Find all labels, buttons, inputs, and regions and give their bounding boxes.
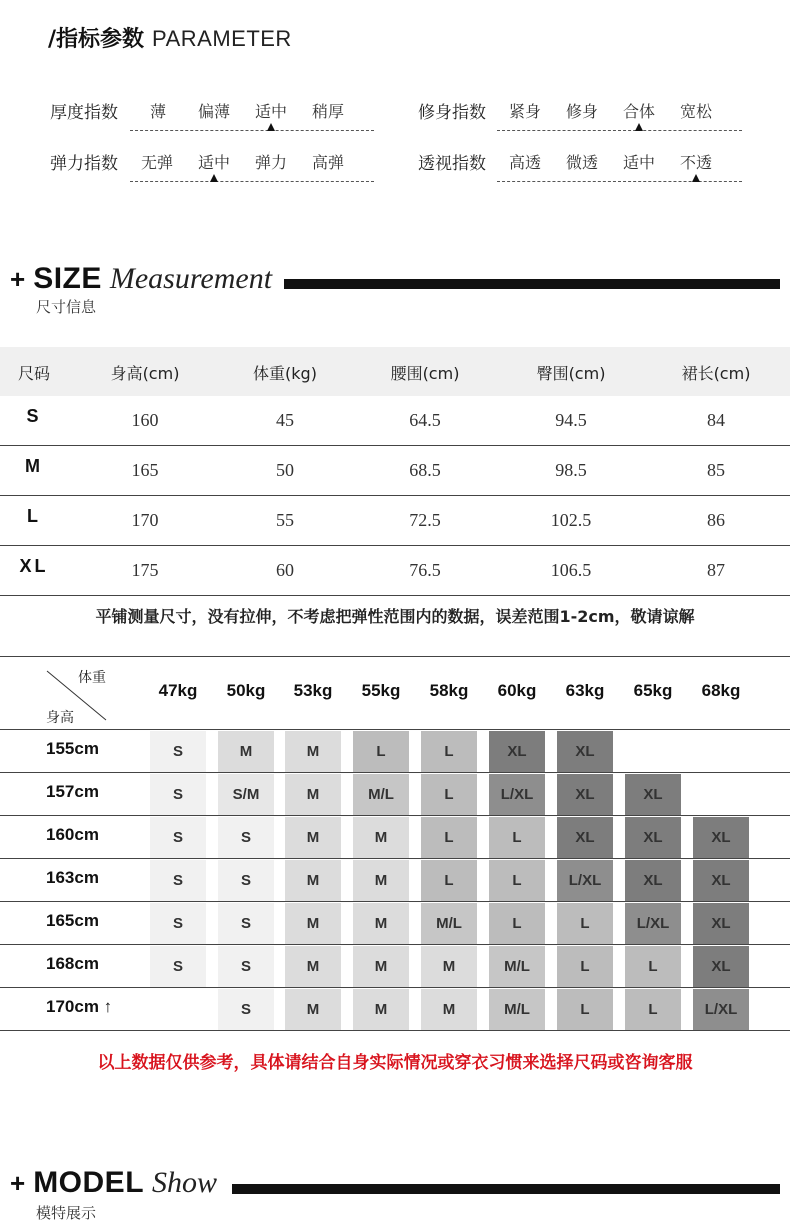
size-cell: M/L bbox=[353, 774, 409, 815]
size-cell: M/L bbox=[421, 903, 477, 944]
measurement-value: 175 bbox=[131, 560, 159, 580]
height-axis-label: 身高 bbox=[46, 710, 74, 726]
measurement-row bbox=[0, 446, 790, 496]
height-label: 170cm ↑ bbox=[46, 997, 113, 1016]
size-label: S bbox=[26, 406, 42, 426]
model-subtitle: 模特展示 bbox=[36, 1204, 97, 1222]
height-label: 157cm bbox=[46, 782, 99, 801]
recommendation-row bbox=[0, 816, 790, 859]
parameter-option: 合体 bbox=[622, 102, 656, 121]
size-cell: XL bbox=[693, 817, 749, 858]
recommendation-row bbox=[0, 902, 790, 945]
size-cell: XL bbox=[557, 731, 613, 772]
size-cell: S bbox=[150, 817, 206, 858]
parameter-scale-line bbox=[130, 130, 374, 131]
measurement-value: 87 bbox=[707, 560, 725, 580]
parameter-option: 高透 bbox=[508, 153, 542, 172]
selected-marker-icon bbox=[210, 174, 218, 182]
size-cell: L bbox=[421, 817, 477, 858]
size-cell: M/L bbox=[489, 946, 545, 987]
size-cell: M bbox=[353, 817, 409, 858]
size-cell: S bbox=[218, 946, 274, 987]
size-title: SIZE bbox=[33, 262, 102, 295]
parameter-option: 不透 bbox=[679, 153, 713, 172]
measurement-row bbox=[0, 396, 790, 446]
size-cell: M bbox=[421, 946, 477, 987]
size-cell: S/M bbox=[218, 774, 274, 815]
size-cell: XL bbox=[693, 860, 749, 901]
size-cell: XL bbox=[489, 731, 545, 772]
recommendation-row bbox=[0, 859, 790, 902]
selected-marker-icon bbox=[635, 123, 643, 131]
size-cell: M bbox=[285, 817, 341, 858]
measurement-value: 106.5 bbox=[550, 560, 592, 580]
parameter-option: 弹力 bbox=[254, 153, 288, 172]
measurement-value: 85 bbox=[707, 460, 725, 480]
parameter-option: 高弹 bbox=[311, 153, 345, 172]
measurement-header-cell: 裙长(cm) bbox=[681, 364, 751, 383]
weight-header-cell: 47kg bbox=[158, 681, 198, 700]
measurement-value: 68.5 bbox=[409, 460, 441, 480]
weight-header-cell: 60kg bbox=[497, 681, 537, 700]
size-cell: S bbox=[218, 989, 274, 1030]
size-cell: L bbox=[353, 731, 409, 772]
model-title: MODEL bbox=[33, 1166, 145, 1199]
diagonal-divider bbox=[0, 657, 150, 730]
measurement-note: 平铺测量尺寸，没有拉伸，不考虑把弹性范围内的数据，误差范围1-2cm，敬请谅解 bbox=[95, 607, 695, 626]
measurement-value: 55 bbox=[276, 510, 294, 530]
size-cell: L/XL bbox=[693, 989, 749, 1030]
height-label: 155cm bbox=[46, 739, 99, 758]
measurement-row bbox=[0, 496, 790, 546]
measurement-value: 98.5 bbox=[555, 460, 587, 480]
measurement-value: 45 bbox=[276, 410, 294, 430]
size-cell: S bbox=[150, 903, 206, 944]
measurement-value: 64.5 bbox=[409, 410, 441, 430]
size-cell: L/XL bbox=[557, 860, 613, 901]
size-cell: M/L bbox=[489, 989, 545, 1030]
size-label: L bbox=[27, 506, 41, 526]
size-cell: XL bbox=[625, 774, 681, 815]
size-label: M bbox=[25, 456, 43, 476]
parameter-row bbox=[418, 98, 742, 122]
parameter-row bbox=[50, 98, 374, 122]
measurement-header-cell: 体重(kg) bbox=[253, 364, 317, 383]
weight-header-cell: 65kg bbox=[633, 681, 673, 700]
height-label: 165cm bbox=[46, 911, 99, 930]
size-cell: XL bbox=[557, 817, 613, 858]
measurement-value: 86 bbox=[707, 510, 725, 530]
recommendation-row bbox=[0, 730, 790, 773]
size-cell: L bbox=[557, 989, 613, 1030]
weight-header-cell: 68kg bbox=[701, 681, 741, 700]
parameter-option: 宽松 bbox=[679, 102, 713, 121]
size-cell: L/XL bbox=[489, 774, 545, 815]
size-cell: XL bbox=[557, 774, 613, 815]
size-cell: M bbox=[285, 903, 341, 944]
parameter-name: 修身指数 bbox=[418, 103, 486, 123]
measurement-header-cell: 腰围(cm) bbox=[390, 364, 460, 383]
parameter-option: 无弹 bbox=[140, 153, 174, 172]
measurement-header-cell: 身高(cm) bbox=[110, 364, 180, 383]
measurement-table bbox=[0, 347, 790, 596]
weight-header-cell: 53kg bbox=[293, 681, 333, 700]
size-divider-bar bbox=[284, 279, 780, 289]
measurement-value: 76.5 bbox=[409, 560, 441, 580]
measurement-value: 160 bbox=[131, 410, 159, 430]
parameter-option: 适中 bbox=[622, 153, 656, 172]
weight-header-cell: 55kg bbox=[361, 681, 401, 700]
parameter-option: 紧身 bbox=[508, 102, 542, 121]
parameter-scale-line bbox=[497, 130, 742, 131]
parameter-option: 偏薄 bbox=[197, 102, 231, 121]
measurement-value: 50 bbox=[276, 460, 294, 480]
size-cell: L bbox=[557, 946, 613, 987]
weight-header-cell: 58kg bbox=[429, 681, 469, 700]
model-divider-bar bbox=[232, 1184, 780, 1194]
size-cell: S bbox=[218, 860, 274, 901]
size-cell: XL bbox=[693, 903, 749, 944]
size-cell: S bbox=[218, 903, 274, 944]
size-cell: L bbox=[557, 903, 613, 944]
plus-icon: + bbox=[10, 1168, 26, 1198]
measurement-value: 170 bbox=[131, 510, 159, 530]
size-cell: M bbox=[421, 989, 477, 1030]
parameter-option: 适中 bbox=[197, 153, 231, 172]
size-cell: M bbox=[285, 774, 341, 815]
parameter-row bbox=[50, 149, 374, 173]
height-label: 168cm bbox=[46, 954, 99, 973]
selected-marker-icon bbox=[267, 123, 275, 131]
parameter-name: 厚度指数 bbox=[50, 103, 118, 123]
size-cell: L bbox=[489, 817, 545, 858]
measurement-header-cell: 臀围(cm) bbox=[536, 364, 606, 383]
model-script-title: Show bbox=[152, 1166, 218, 1199]
measurement-value: 60 bbox=[276, 560, 294, 580]
size-cell: M bbox=[218, 731, 274, 772]
size-script-title: Measurement bbox=[109, 262, 273, 295]
measurement-table-header bbox=[0, 347, 790, 396]
size-cell: M bbox=[353, 989, 409, 1030]
size-cell: M bbox=[353, 903, 409, 944]
disclaimer-note: 以上数据仅供参考，具体请结合自身实际情况或穿衣习惯来选择尺码或咨询客服 bbox=[97, 1053, 693, 1073]
size-cell: M bbox=[285, 731, 341, 772]
height-label: 163cm bbox=[46, 868, 99, 887]
parameter-option: 修身 bbox=[565, 102, 599, 121]
size-cell: XL bbox=[625, 860, 681, 901]
parameter-option: 稍厚 bbox=[311, 102, 345, 121]
size-cell: XL bbox=[693, 946, 749, 987]
size-cell: S bbox=[218, 817, 274, 858]
size-cell: M bbox=[353, 860, 409, 901]
parameter-scale-line bbox=[497, 181, 742, 182]
size-cell: L bbox=[421, 731, 477, 772]
size-subtitle: 尺寸信息 bbox=[36, 298, 97, 316]
weight-header-cell: 50kg bbox=[226, 681, 266, 700]
parameter-name: 弹力指数 bbox=[50, 154, 118, 174]
parameter-title-cn: /指标参数 bbox=[48, 27, 145, 52]
measurement-value: 72.5 bbox=[409, 510, 441, 530]
measurement-row bbox=[0, 546, 790, 596]
recommendation-table-header bbox=[0, 657, 790, 730]
size-cell: S bbox=[150, 860, 206, 901]
parameter-option: 微透 bbox=[565, 153, 599, 172]
recommendation-row bbox=[0, 945, 790, 988]
size-cell: L bbox=[421, 774, 477, 815]
measurement-value: 165 bbox=[131, 460, 159, 480]
size-cell: L bbox=[489, 860, 545, 901]
parameter-title bbox=[48, 22, 292, 52]
measurement-value: 94.5 bbox=[555, 410, 587, 430]
size-cell: L/XL bbox=[625, 903, 681, 944]
recommendation-row bbox=[0, 988, 790, 1031]
measurement-value: 84 bbox=[707, 410, 725, 430]
size-cell: S bbox=[150, 946, 206, 987]
parameter-option: 适中 bbox=[254, 102, 288, 121]
size-cell: M bbox=[285, 989, 341, 1030]
size-label: XL bbox=[19, 556, 49, 576]
weight-axis-label: 体重 bbox=[78, 670, 106, 686]
size-recommendation-table bbox=[0, 656, 790, 1031]
plus-icon: + bbox=[10, 264, 26, 294]
size-cell: L bbox=[625, 946, 681, 987]
parameter-title-en: PARAMETER bbox=[152, 26, 292, 51]
measurement-header-cell: 尺码 bbox=[17, 364, 51, 383]
size-cell: L bbox=[625, 989, 681, 1030]
parameter-row bbox=[418, 149, 742, 173]
size-cell: M bbox=[353, 946, 409, 987]
size-cell: S bbox=[150, 774, 206, 815]
height-label: 160cm bbox=[46, 825, 99, 844]
size-cell: L bbox=[489, 903, 545, 944]
size-cell: M bbox=[285, 860, 341, 901]
model-section-header bbox=[10, 1166, 217, 1206]
parameter-option: 薄 bbox=[149, 102, 167, 121]
selected-marker-icon bbox=[692, 174, 700, 182]
size-cell: S bbox=[150, 731, 206, 772]
measurement-value: 102.5 bbox=[550, 510, 592, 530]
size-cell: XL bbox=[625, 817, 681, 858]
weight-header-cell: 63kg bbox=[565, 681, 605, 700]
size-cell: M bbox=[285, 946, 341, 987]
size-cell: L bbox=[421, 860, 477, 901]
recommendation-row bbox=[0, 773, 790, 816]
parameter-name: 透视指数 bbox=[418, 154, 486, 174]
parameter-scale-line bbox=[130, 181, 374, 182]
